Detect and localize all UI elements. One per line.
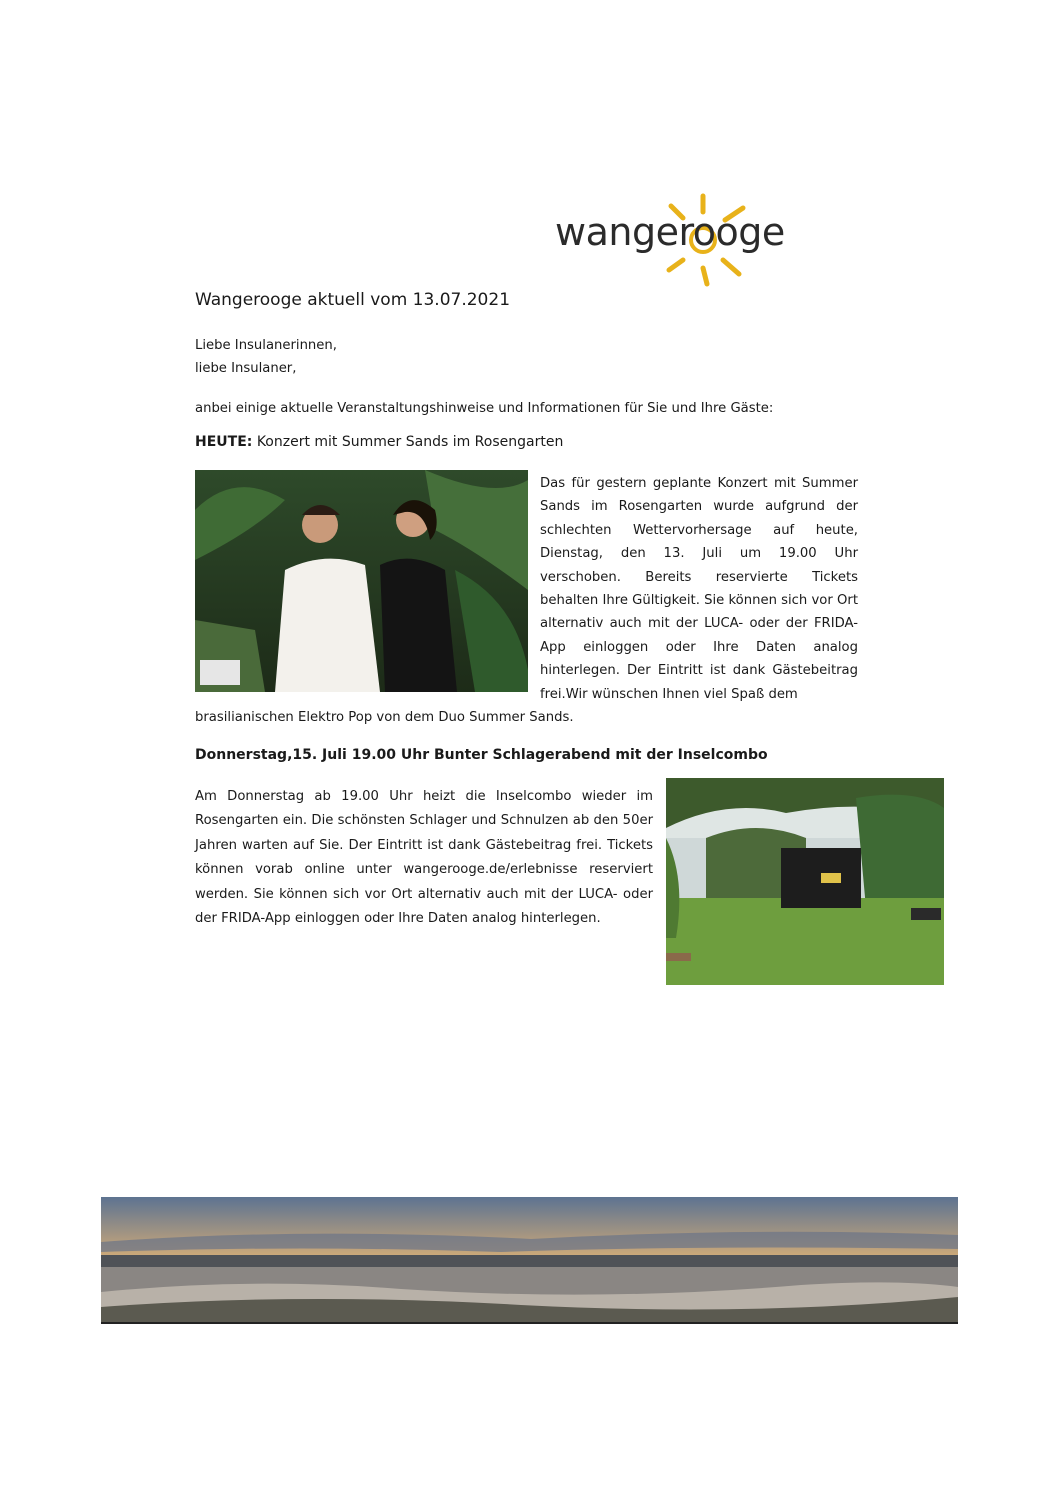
section1-heading-rest: Konzert mit Summer Sands im Rosengarten — [252, 434, 564, 450]
section1-heading — [195, 434, 563, 450]
section1-heading-bold: HEUTE: — [195, 434, 253, 450]
section1-body-tail: brasilianischen Elektro Pop von dem Duo Summer Sands. — [195, 710, 574, 725]
section2-body: Am Donnerstag ab 19.00 Uhr heizt die Inselcombo wieder im Rosengarten ein. Die schönsten Schlager und Schnulzen ab den 50er Jahren warten auf Sie. Der Eintritt ist dank Gästebeitrag frei. Tickets können vorab online unter wangerooge.de/erlebnisse reserviert werden. Sie können sich vor Ort alternativ auch mit der LUCA- oder der FRIDA-App einloggen oder Ihre Daten analog hinterlegen. — [195, 789, 653, 927]
section2-heading-text: Donnerstag,15. Juli 19.00 Uhr Bunter Schlagerabend mit der Inselcombo — [195, 747, 768, 763]
page-title: Wangerooge aktuell vom 13.07.2021 — [195, 290, 511, 310]
logo-wordmark: wangerooge — [555, 210, 785, 254]
section1-body: Das für gestern geplante Konzert mit Summer Sands im Rosengarten wurde aufgrund der schlechten Wettervorhersage auf heute, Dienstag, den 13. Juli um 19.00 Uhr verschoben. Bereits reservierte Tickets behalten Ihre Gültigkeit. Sie können sich vor Ort alternativ auch mit der LUCA- oder der FRIDA-App einloggen oder Ihre Daten analog hinterlegen. Der Eintritt ist dank Gästebeitrag frei.Wir wünschen Ihnen viel Spaß dem — [540, 476, 858, 702]
summer-sands-photo — [195, 470, 528, 692]
section2-heading — [195, 747, 768, 763]
greeting-line-1: Liebe Insulanerinnen, — [195, 338, 337, 353]
greeting-line-2: liebe Insulaner, — [195, 361, 297, 376]
beach-panorama-banner — [101, 1197, 958, 1324]
inselcombo-stage-photo — [666, 778, 944, 985]
wangerooge-logo — [555, 192, 787, 288]
intro-text: anbei einige aktuelle Veranstaltungshinweise und Informationen für Sie und Ihre Gäste: — [195, 401, 774, 416]
